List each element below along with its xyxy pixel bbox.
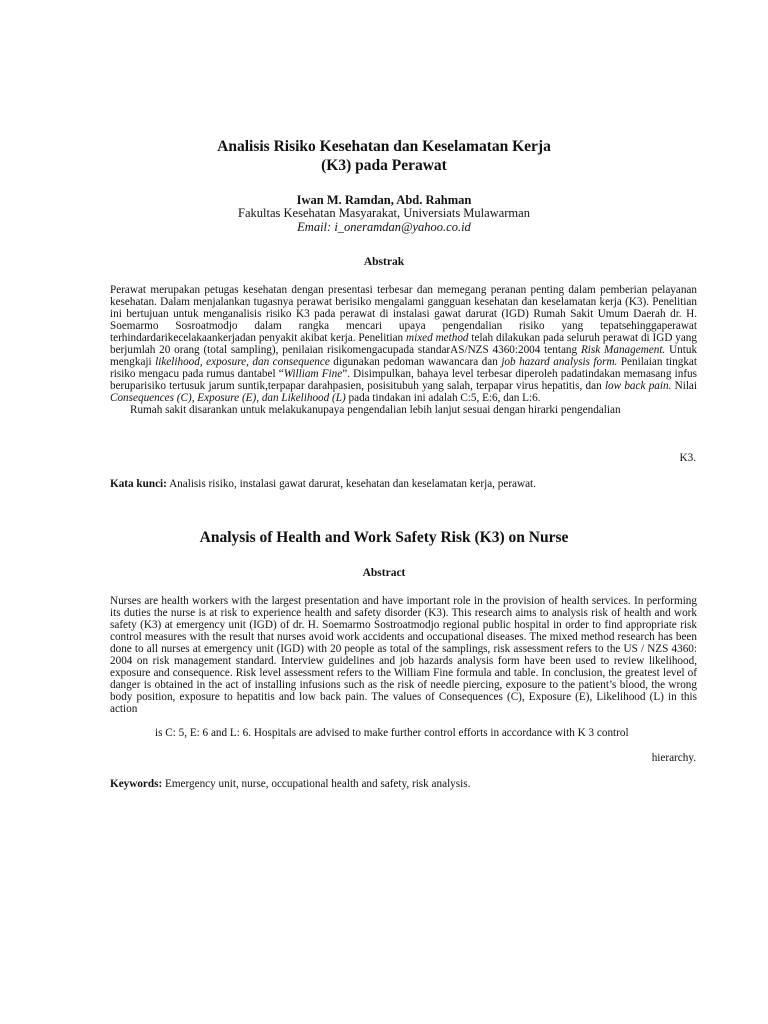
- abstrak-body: [110, 284, 697, 416]
- abstrak-text: ”. Disimpulkan, bahaya level terbesar diperoleh padatindakan memasang infus beruparisiko tertusuk jarum suntik,terpapar darahpasien, posisitubuh yang salah, terpapar virus hepatitis, dan: [110, 368, 697, 392]
- authors: Iwan M. Ramdan, Abd. Rahman: [296, 193, 472, 207]
- keywords: [110, 778, 697, 791]
- abstrak-text: Penilaian tingkat risiko mengacu pada rumus dantabel “: [110, 356, 697, 380]
- keywords-text: Emergency unit, nurse, occupational health and safety, risk analysis.: [165, 778, 471, 790]
- email: Email: i_oneramdan@yahoo.co.id: [297, 220, 471, 234]
- indonesian-title: [0, 137, 768, 175]
- indonesian-title-line1: Analisis Risiko Kesehatan dan Keselamatan Kerja: [217, 138, 551, 155]
- abstract-continuation: is C: 5, E: 6 and L: 6. Hospitals are advised to make further control efforts in accordance with K 3 control: [155, 727, 629, 739]
- kata-kunci-label: Kata kunci:: [110, 478, 167, 490]
- abstract-heading: Abstract: [362, 567, 406, 579]
- english-title: Analysis of Health and Work Safety Risk (K3) on Nurse: [199, 529, 569, 546]
- abstrak-emphasis: mixed method: [406, 332, 469, 344]
- abstrak-text: Nilai: [674, 380, 698, 392]
- abstrak-emphasis: Risk Management.: [580, 344, 666, 356]
- abstrak-text: Perawat merupakan petugas kesehatan dengan presentasi terbesar dan memegang peranan penting dalam pemberian pelayanan kesehatan. Dalam menjalankan tugasnya perawat berisiko mengalami gangguan kesehatan dan keselamatan kerja (K3). Penelitian ini bertujuan untuk menganalisis risiko K3 pada perawat di instalasi gawat darurat (IGD) Rumah Sakit Umum Daerah dr. H. Soemarmo Sosroatmodjo dalam rangka mencari upaya pengendalian risiko yang tepatsehinggaperawat terhindardarikecelakaankerjadan penyakit akibat kerja. Penelitian: [110, 284, 697, 344]
- affiliation: Fakultas Kesehatan Masyarakat, Universiats Mulawarman: [238, 206, 530, 220]
- indonesian-title-line2: (K3) pada Perawat: [321, 157, 447, 174]
- abstrak-heading: Abstrak: [363, 256, 405, 268]
- abstrak-text: Untuk mengkaji: [110, 344, 698, 368]
- abstrak-emphasis: Consequences (C), Exposure (E), dan Likelihood (L): [110, 392, 346, 404]
- abstract-end: hierarchy.: [651, 752, 696, 764]
- abstrak-text: telah dilakukan pada seluruh perawat di IGD yang berjumlah 20 orang (total sampling), penilaian risikomengacupada standarAS/NZS 4360:2004 tentang: [110, 332, 697, 356]
- keywords-label: Keywords:: [110, 778, 163, 790]
- abstrak-recommendation: Rumah sakit disarankan untuk melakukanupaya pengendalian lebih lanjut sesuai dengan hirarki pengendalian: [130, 404, 621, 416]
- kata-kunci-text: Analisis risiko, instalasi gawat darurat, kesehatan dan keselamatan kerja, perawat.: [169, 478, 536, 490]
- abstrak-text: pada tindakan ini adalah C:5, E:6, dan L:6.: [348, 392, 541, 404]
- abstrak-text: digunakan pedoman wawancara dan: [333, 356, 498, 368]
- abstrak-emphasis: job hazard analysis form.: [501, 356, 618, 368]
- abstrak-emphasis: likelihood, exposure, dan consequence: [155, 356, 330, 368]
- kata-kunci: [110, 478, 697, 491]
- abstract-body: Nurses are health workers with the largest presentation and have important role in the provision of health services. In performing its duties the nurse is at risk to experience health and safety disorder (K3). This research aims to analysis risk of health and work safety (K3) at emergency unit (IGD) of dr. H. Soemarmo Sostroatmodjo regional public hospital in order to find appropriate risk control measures with the result that nurses avoid work accidents and occupational diseases. The mixed method research has been done to all nurses at emergency unit (IGD) with 20 people as total of the samplings, risk assessment refers to the US / NZS 4360: 2004 on risk management standard. Interview guidelines and job hazards analysis form have been used to review likelihood, exposure and consequence. Risk level assessment refers to the William Fine formula and table. In conclusion, the greatest level of danger is obtained in the act of installing infusions such as the risk of needle piercing, exposure to the patient’s blood, the wrong body position, exposure to hepatitis and low back pain. The values of Consequences (C), Exposure (E), Likelihood (L) in this action: [110, 595, 697, 715]
- abstrak-end: K3.: [679, 452, 696, 464]
- abstrak-emphasis: William Fine: [283, 368, 343, 380]
- abstrak-emphasis: low back pain.: [604, 380, 672, 392]
